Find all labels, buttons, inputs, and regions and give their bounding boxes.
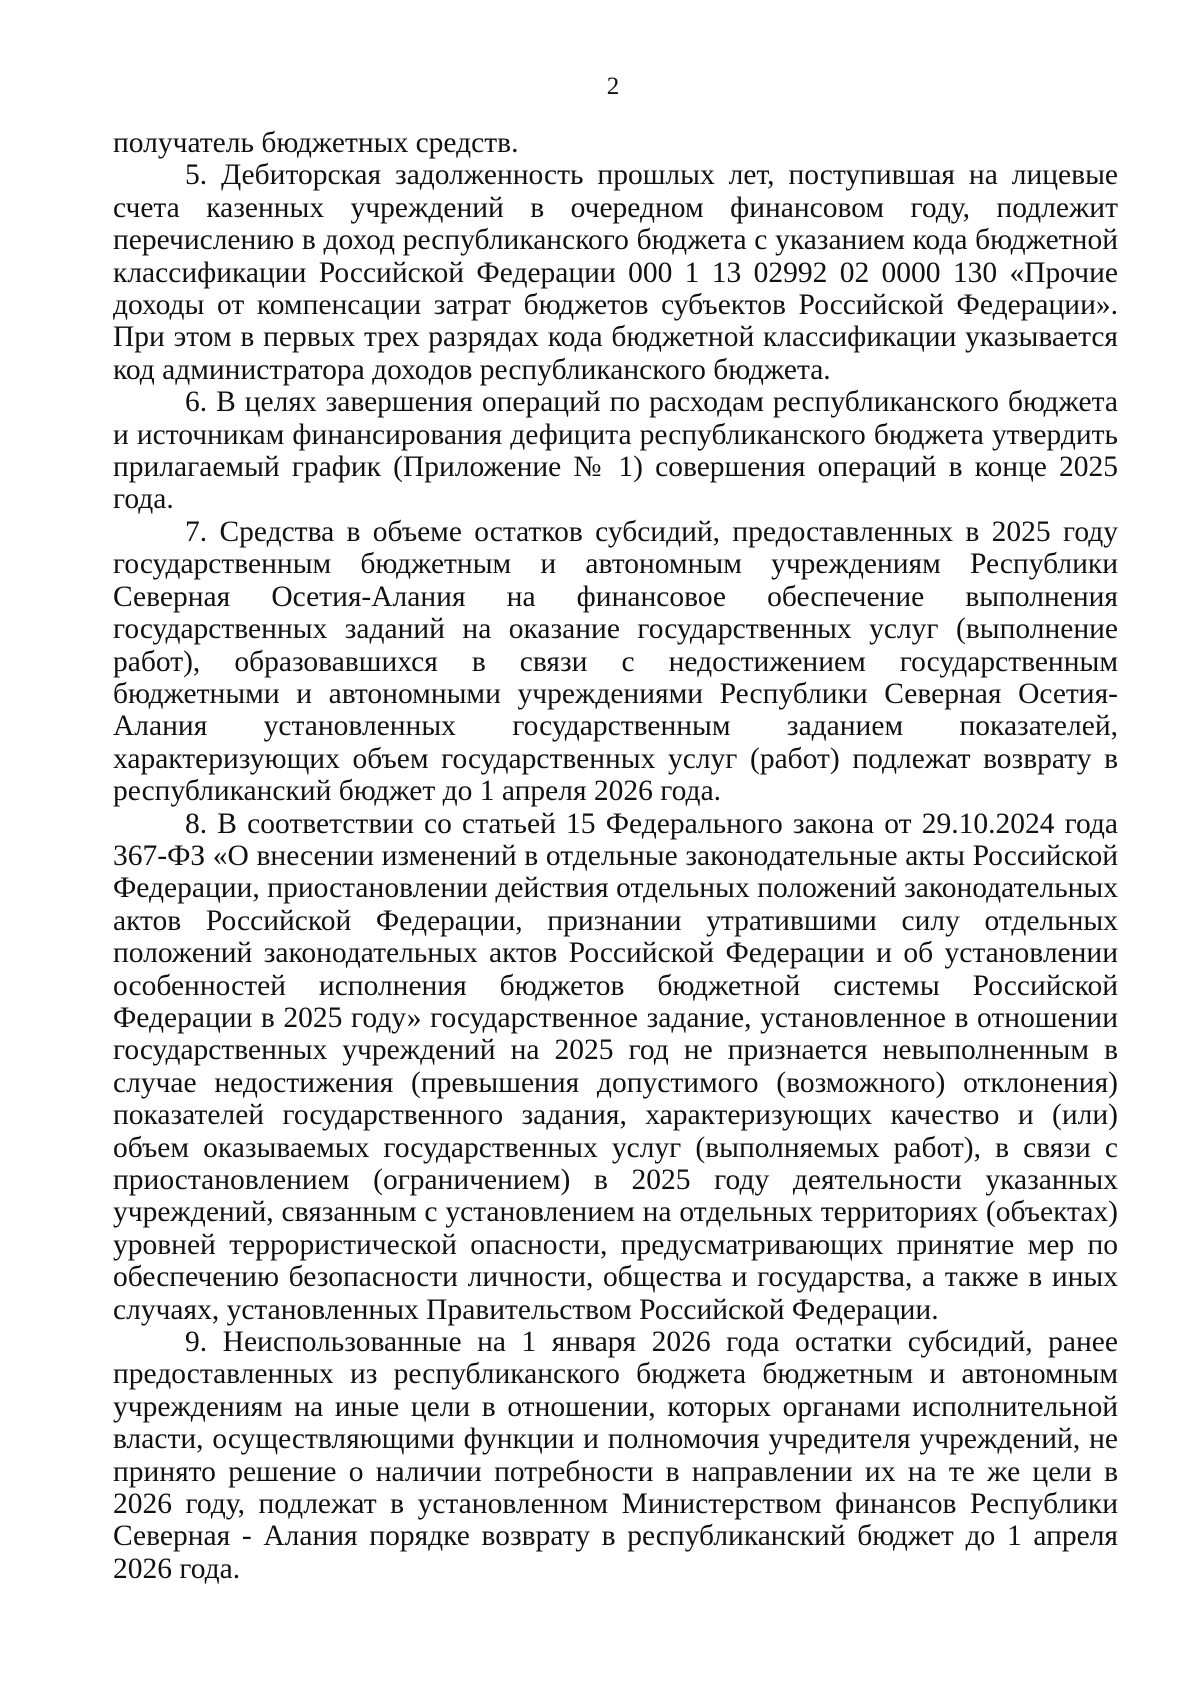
paragraph-item-8: 8. В соответствии со статьей 15 Федерального закона от 29.10.2024 года 367-ФЗ «О внесении изменений в отдельные законодательные акты Российской Федерации, приостановлении действия отдельных положений законодательных актов Российской Федерации, признании утратившими силу отдельных положений законодательных актов Российской Федерации и об установлении особенностей исполнения бюджетов бюджетной системы Российской Федерации в 2025 году» государственное задание, установленное в отношении государственных учреждений на 2025 год не признается невыполненным в случае недостижения (превышения допустимого (возможного) отклонения) показателей государственного задания, характеризующих качество и (или) объем оказываемых государственных услуг (выполняемых работ), в связи с приостановлением (ограничением) в 2025 году деятельности указанных учреждений, связанным с установлением на отдельных территориях (объектах) уровней террористической опасности, предусматривающих принятие мер по обеспечению безопасности личности, общества и государства, а также в иных случаях, установленных Правительством Российской Федерации. <box>113 807 1118 1326</box>
paragraph-item-7: 7. Средства в объеме остатков субсидий, предоставленных в 2025 году государственным бюджетным и автономным учреждениям Республики Северная Осетия-Алания на финансовое обеспечение выполнения государственных заданий на оказание государственных услуг (выполнение работ), образовавшихся в связи с недостижением государственным бюджетными и автономными учреждениями Республики Северная Осетия-Алания установленных государственным заданием показателей, характеризующих объем государственных услуг (работ) подлежат возврату в республиканский бюджет до 1 апреля 2026 года. <box>113 515 1118 808</box>
paragraph-continuation: получатель бюджетных средств. <box>113 127 519 159</box>
document-body <box>113 127 1118 1585</box>
page-number: 2 <box>606 73 620 100</box>
paragraph-item-6: 6. В целях завершения операций по расходам республиканского бюджета и источникам финансирования дефицита республиканского бюджета утвердить прилагаемый график (Приложение № 1) совершения операций в конце 2025 года. <box>113 386 1118 516</box>
paragraph-item-5: 5. Дебиторская задолженность прошлых лет, поступившая на лицевые счета казенных учреждений в очередном финансовом году, подлежит перечислению в доход республиканского бюджета с указанием кода бюджетной классификации Российской Федерации 000 1 13 02992 02 0000 130 «Прочие доходы от компенсации затрат бюджетов субъектов Российской Федерации». При этом в первых трех разрядах кода бюджетной классификации указывается код администратора доходов республиканского бюджета. <box>113 159 1118 386</box>
paragraph-item-9: 9. Неиспользованные на 1 января 2026 года остатки субсидий, ранее предоставленных из республиканского бюджета бюджетным и автономным учреждениям на иные цели в отношении, которых органами исполнительной власти, осуществляющими функции и полномочия учредителя учреждений, не принято решение о наличии потребности в направлении их на те же цели в 2026 году, подлежат в установленном Министерством финансов Республики Северная - Алания порядке возврату в республиканский бюджет до 1 апреля 2026 года. <box>113 1326 1118 1585</box>
